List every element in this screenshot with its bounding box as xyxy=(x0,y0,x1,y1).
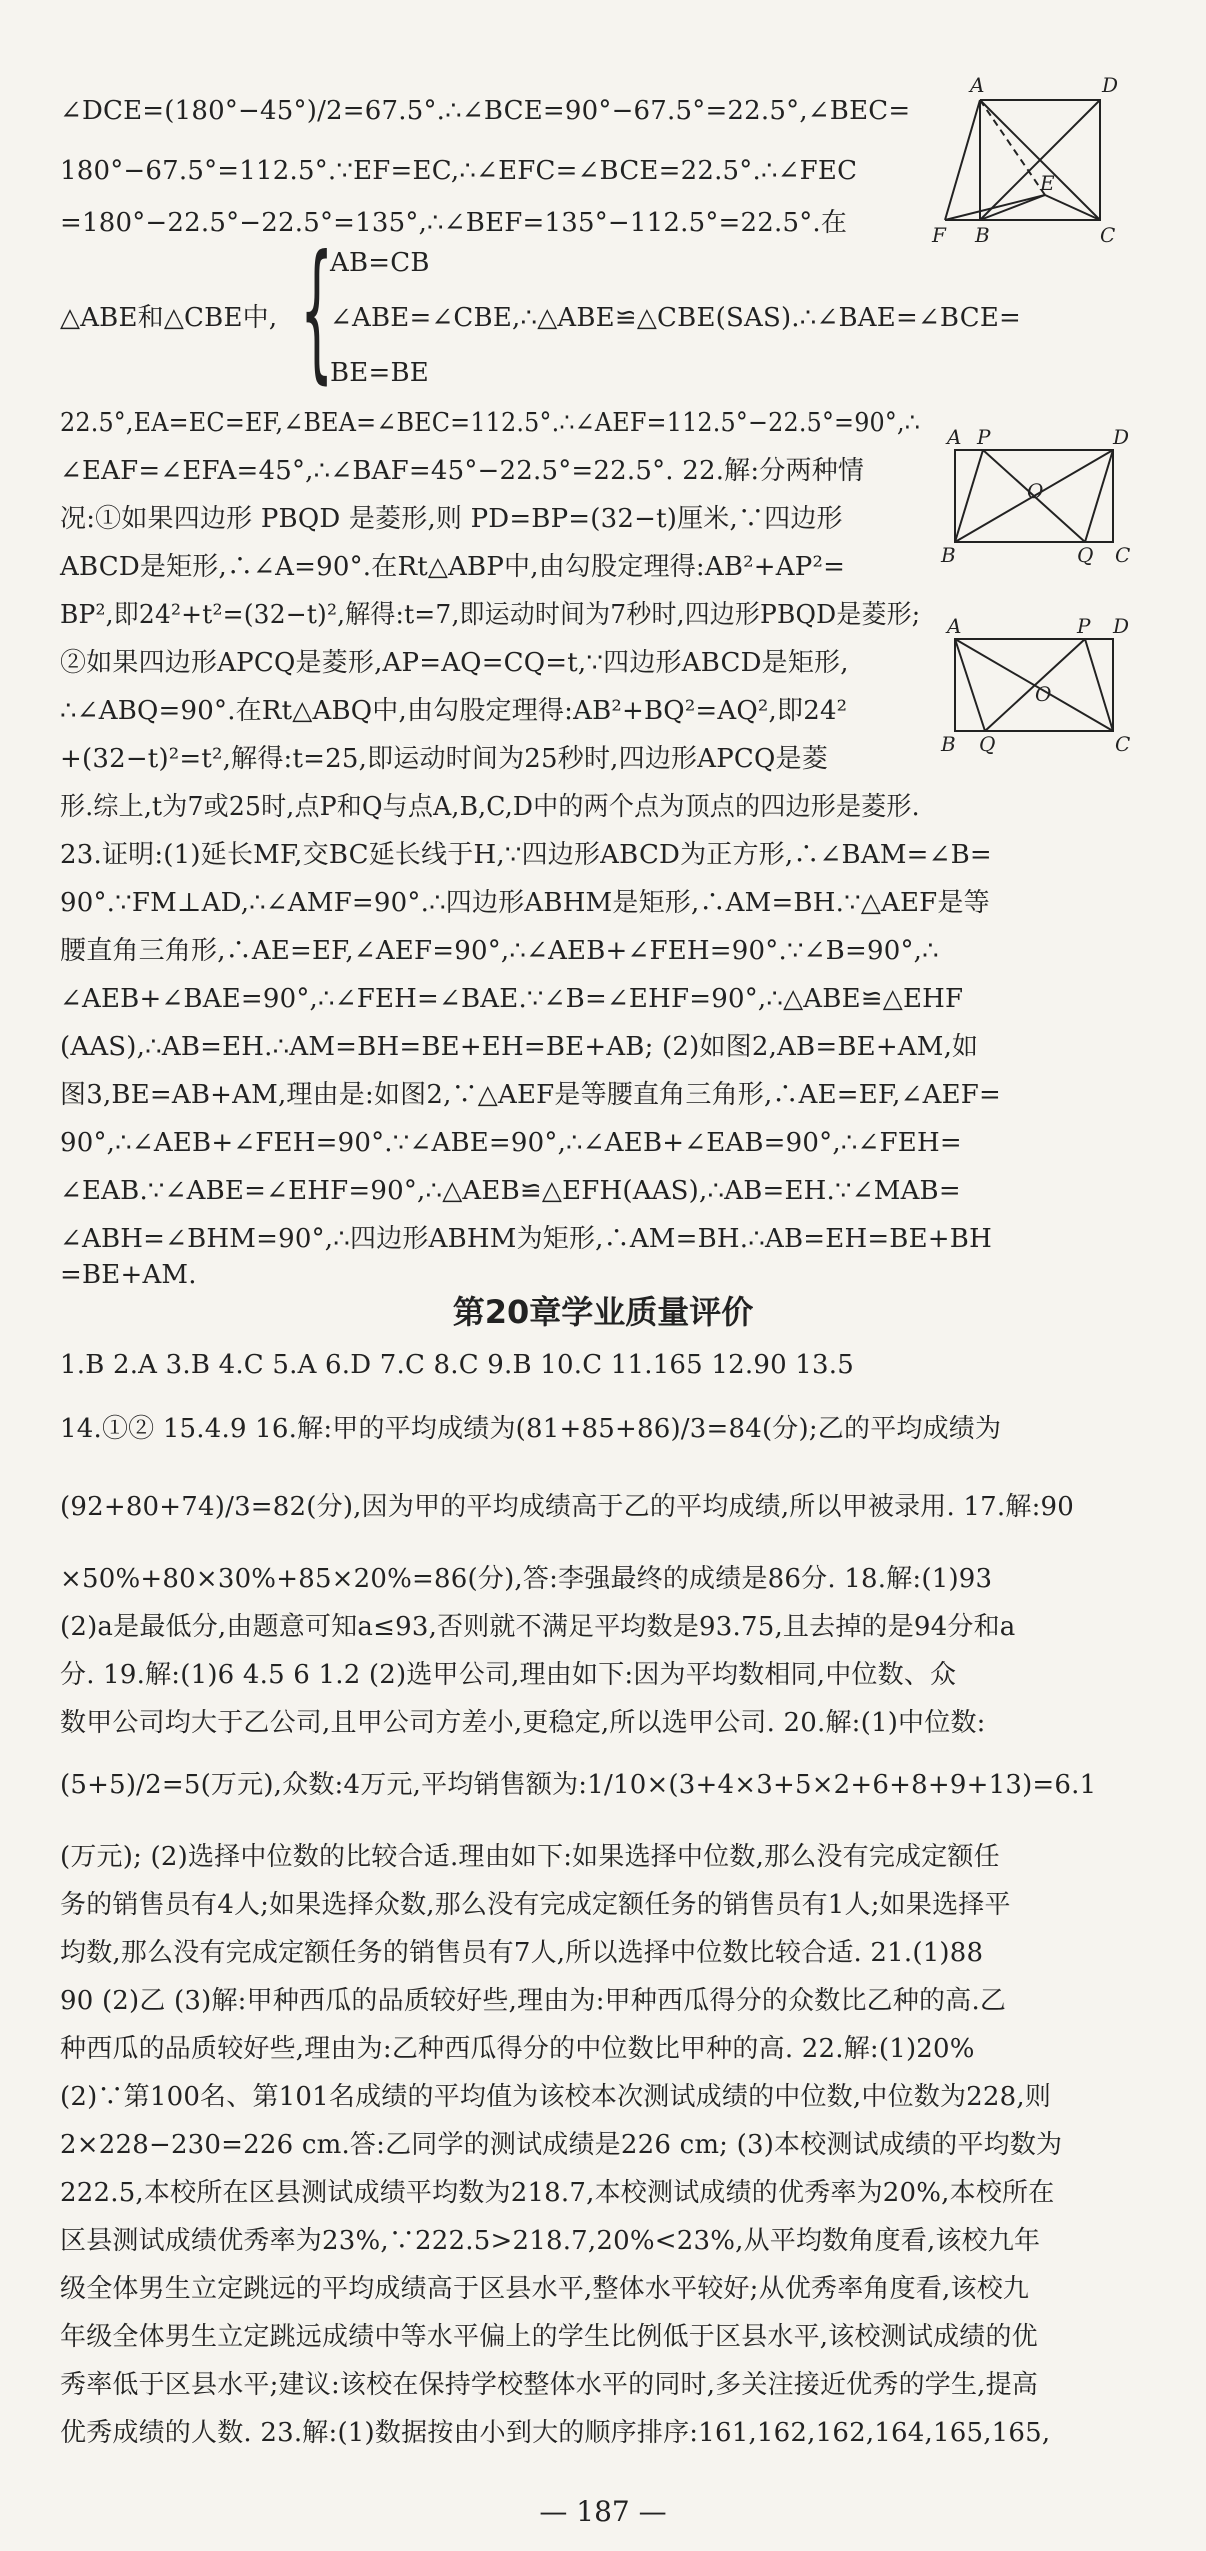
section-title: 第20章学业质量评价 xyxy=(452,1293,754,1331)
text-line: ∴∠ABQ=90°.在Rt△ABQ中,由勾股定理得:AB²+BQ²=AQ²,即24² xyxy=(60,696,848,726)
geometry-figure-rectangle-1 xyxy=(935,428,1135,568)
answer-line: 数甲公司均大于乙公司,且甲公司方差小,更稳定,所以选甲公司. 20.解:(1)中位数: xyxy=(60,1708,986,1738)
label-D: D xyxy=(1113,617,1130,638)
text-line: =180°−22.5°−22.5°=135°,∴∠BEF=135°−112.5°=22.5°.在 xyxy=(60,208,848,238)
label-C: C xyxy=(1115,543,1131,567)
label-B: B xyxy=(975,223,990,247)
text-line: =BE+AM. xyxy=(60,1260,197,1290)
answer-line: (2)∵第100名、第101名成绩的平均值为该校本次测试成绩的中位数,中位数为228,则 xyxy=(60,2082,1052,2112)
answer-line: 90 (2)乙 (3)解:甲种西瓜的品质较好些,理由为:甲种西瓜得分的众数比乙种的高.乙 xyxy=(60,1986,1007,2016)
brace-symbol: { xyxy=(300,224,334,398)
label-Q: Q xyxy=(1077,543,1094,567)
text-line: 腰直角三角形,∴AE=EF,∠AEF=90°,∴∠AEB+∠FEH=90°.∵∠B=90°,∴ xyxy=(60,936,939,966)
answer-line: (万元); (2)选择中位数的比较合适.理由如下:如果选择中位数,那么没有完成定额任 xyxy=(60,1842,1000,1872)
geometry-figure-square xyxy=(930,70,1140,255)
answer-line: 级全体男生立定跳远的平均成绩高于区县水平,整体水平较好;从优秀率角度看,该校九 xyxy=(60,2274,1030,2304)
answer-line: 14.①② 15.4.9 16.解:甲的平均成绩为(81+85+86)/3=84(分);乙的平均成绩为 xyxy=(60,1414,1002,1444)
label-C: C xyxy=(1100,223,1116,247)
answer-line: 秀率低于区县水平;建议:该校在保持学校整体水平的同时,多关注接近优秀的学生,提高 xyxy=(60,2370,1039,2400)
label-C: C xyxy=(1115,732,1131,756)
text-line: ∠AEB+∠BAE=90°,∴∠FEH=∠BAE.∵∠B=∠EHF=90°,∴△ABE≌△EHF xyxy=(60,984,964,1014)
text-line: 图3,BE=AB+AM,理由是:如图2,∵△AEF是等腰直角三角形,∴AE=EF,∠AEF= xyxy=(60,1080,1001,1110)
geometry-figure-rectangle-2 xyxy=(935,617,1135,757)
text-line: ABCD是矩形,∴∠A=90°.在Rt△ABP中,由勾股定理得:AB²+AP²= xyxy=(60,552,846,582)
label-A: A xyxy=(970,73,985,97)
answer-line: 区县测试成绩优秀率为23%,∵222.5>218.7,20%<23%,从平均数角度看,该校九年 xyxy=(60,2226,1041,2256)
label-B: B xyxy=(941,543,956,567)
text-line: ∠ABH=∠BHM=90°,∴四边形ABHM为矩形,∴AM=BH.∴AB=EH=BE+BH xyxy=(60,1224,992,1254)
label-F: F xyxy=(932,223,946,247)
answer-line: 年级全体男生立定跳远成绩中等水平偏上的学生比例低于区县水平,该校测试成绩的优 xyxy=(60,2322,1038,2352)
label-B: B xyxy=(941,732,956,756)
label-D: D xyxy=(1113,428,1130,449)
label-Q: Q xyxy=(979,732,996,756)
text-line: 形.综上,t为7或25时,点P和Q与点A,B,C,D中的两个点为顶点的四边形是菱形. xyxy=(60,792,920,822)
text-line: △ABE和△CBE中, xyxy=(60,303,278,333)
answer-line: 务的销售员有4人;如果选择众数,那么没有完成定额任务的销售员有1人;如果选择平 xyxy=(60,1890,1011,1920)
system-line-2: ∠ABE=∠CBE,∴△ABE≌△CBE(SAS).∴∠BAE=∠BCE= xyxy=(330,303,1021,333)
text-line: (AAS),∴AB=EH.∴AM=BH=BE+EH=BE+AB; (2)如图2,AB=BE+AM,如 xyxy=(60,1032,979,1062)
answer-line: 1.B 2.A 3.B 4.C 5.A 6.D 7.C 8.C 9.B 10.C 11.165 12.90 13.5 xyxy=(60,1350,854,1380)
answer-line: 均数,那么没有完成定额任务的销售员有7人,所以选择中位数比较合适. 21.(1)88 xyxy=(60,1938,984,1968)
answer-line: ×50%+80×30%+85×20%=86(分),答:李强最终的成绩是86分. 18.解:(1)93 xyxy=(60,1564,993,1594)
text-line: 况:①如果四边形 PBQD 是菱形,则 PD=BP=(32−t)厘米,∵四边形 xyxy=(60,504,843,534)
text-line: +(32−t)²=t²,解得:t=25,即运动时间为25秒时,四边形APCQ是菱 xyxy=(60,744,828,774)
label-D: D xyxy=(1102,73,1119,97)
system-line-3: BE=BE xyxy=(330,358,429,388)
text-line: ∠EAB.∵∠ABE=∠EHF=90°,∴△AEB≌△EFH(AAS),∴AB=EH.∵∠MAB= xyxy=(60,1176,961,1206)
text-line: ∠DCE=(180°−45°)/2=67.5°.∴∠BCE=90°−67.5°=22.5°,∠BEC= xyxy=(60,96,911,126)
label-P: P xyxy=(977,428,991,449)
text-line: 180°−67.5°=112.5°.∵EF=EC,∴∠EFC=∠BCE=22.5°.∴∠FEC xyxy=(60,156,858,186)
answer-line: 222.5,本校所在区县测试成绩平均数为218.7,本校测试成绩的优秀率为20%,本校所在 xyxy=(60,2178,1055,2208)
label-O: O xyxy=(1035,682,1052,706)
answer-line: 优秀成绩的人数. 23.解:(1)数据按由小到大的顺序排序:161,162,162,164,165,165, xyxy=(60,2418,1051,2448)
answer-line: (92+80+74)/3=82(分),因为甲的平均成绩高于乙的平均成绩,所以甲被录用. 17.解:90 xyxy=(60,1492,1075,1522)
label-A: A xyxy=(947,428,962,449)
text-line: 90°,∴∠AEB+∠FEH=90°.∵∠ABE=90°,∴∠AEB+∠EAB=90°,∴∠FEH= xyxy=(60,1128,962,1158)
answer-line: (2)a是最低分,由题意可知a≤93,否则就不满足平均数是93.75,且去掉的是94分和a xyxy=(60,1612,1016,1642)
text-line: BP²,即24²+t²=(32−t)²,解得:t=7,即运动时间为7秒时,四边形PBQD是菱形; xyxy=(60,600,921,630)
label-A: A xyxy=(947,617,962,638)
answer-line: 分. 19.解:(1)6 4.5 6 1.2 (2)选甲公司,理由如下:因为平均数相同,中位数、众 xyxy=(60,1660,957,1690)
label-O: O xyxy=(1027,479,1044,503)
page-number: — 187 — xyxy=(539,2495,667,2528)
label-E: E xyxy=(1040,171,1055,195)
text-line: 23.证明:(1)延长MF,交BC延长线于H,∵四边形ABCD为正方形,∴∠BAM=∠B= xyxy=(60,840,992,870)
text-line: ∠EAF=∠EFA=45°,∴∠BAF=45°−22.5°=22.5°. 22.解:分两种情 xyxy=(60,456,865,486)
text-line: 90°.∵FM⊥AD,∴∠AMF=90°.∴四边形ABHM是矩形,∴AM=BH.∵△AEF是等 xyxy=(60,888,990,918)
label-P: P xyxy=(1077,617,1091,638)
answer-line: (5+5)/2=5(万元),众数:4万元,平均销售额为:1/10×(3+4×3+5×2+6+8+9+13)=6.1 xyxy=(60,1770,1097,1800)
answer-line: 2×228−230=226 cm.答:乙同学的测试成绩是226 cm; (3)本校测试成绩的平均数为 xyxy=(60,2130,1063,2160)
answer-line: 种西瓜的品质较好些,理由为:乙种西瓜得分的中位数比甲种的高. 22.解:(1)20% xyxy=(60,2034,975,2064)
text-line: 22.5°,EA=EC=EF,∠BEA=∠BEC=112.5°.∴∠AEF=112.5°−22.5°=90°,∴ xyxy=(60,408,921,438)
text-line: ②如果四边形APCQ是菱形,AP=AQ=CQ=t,∵四边形ABCD是矩形, xyxy=(60,648,849,678)
system-line-1: AB=CB xyxy=(330,248,430,278)
